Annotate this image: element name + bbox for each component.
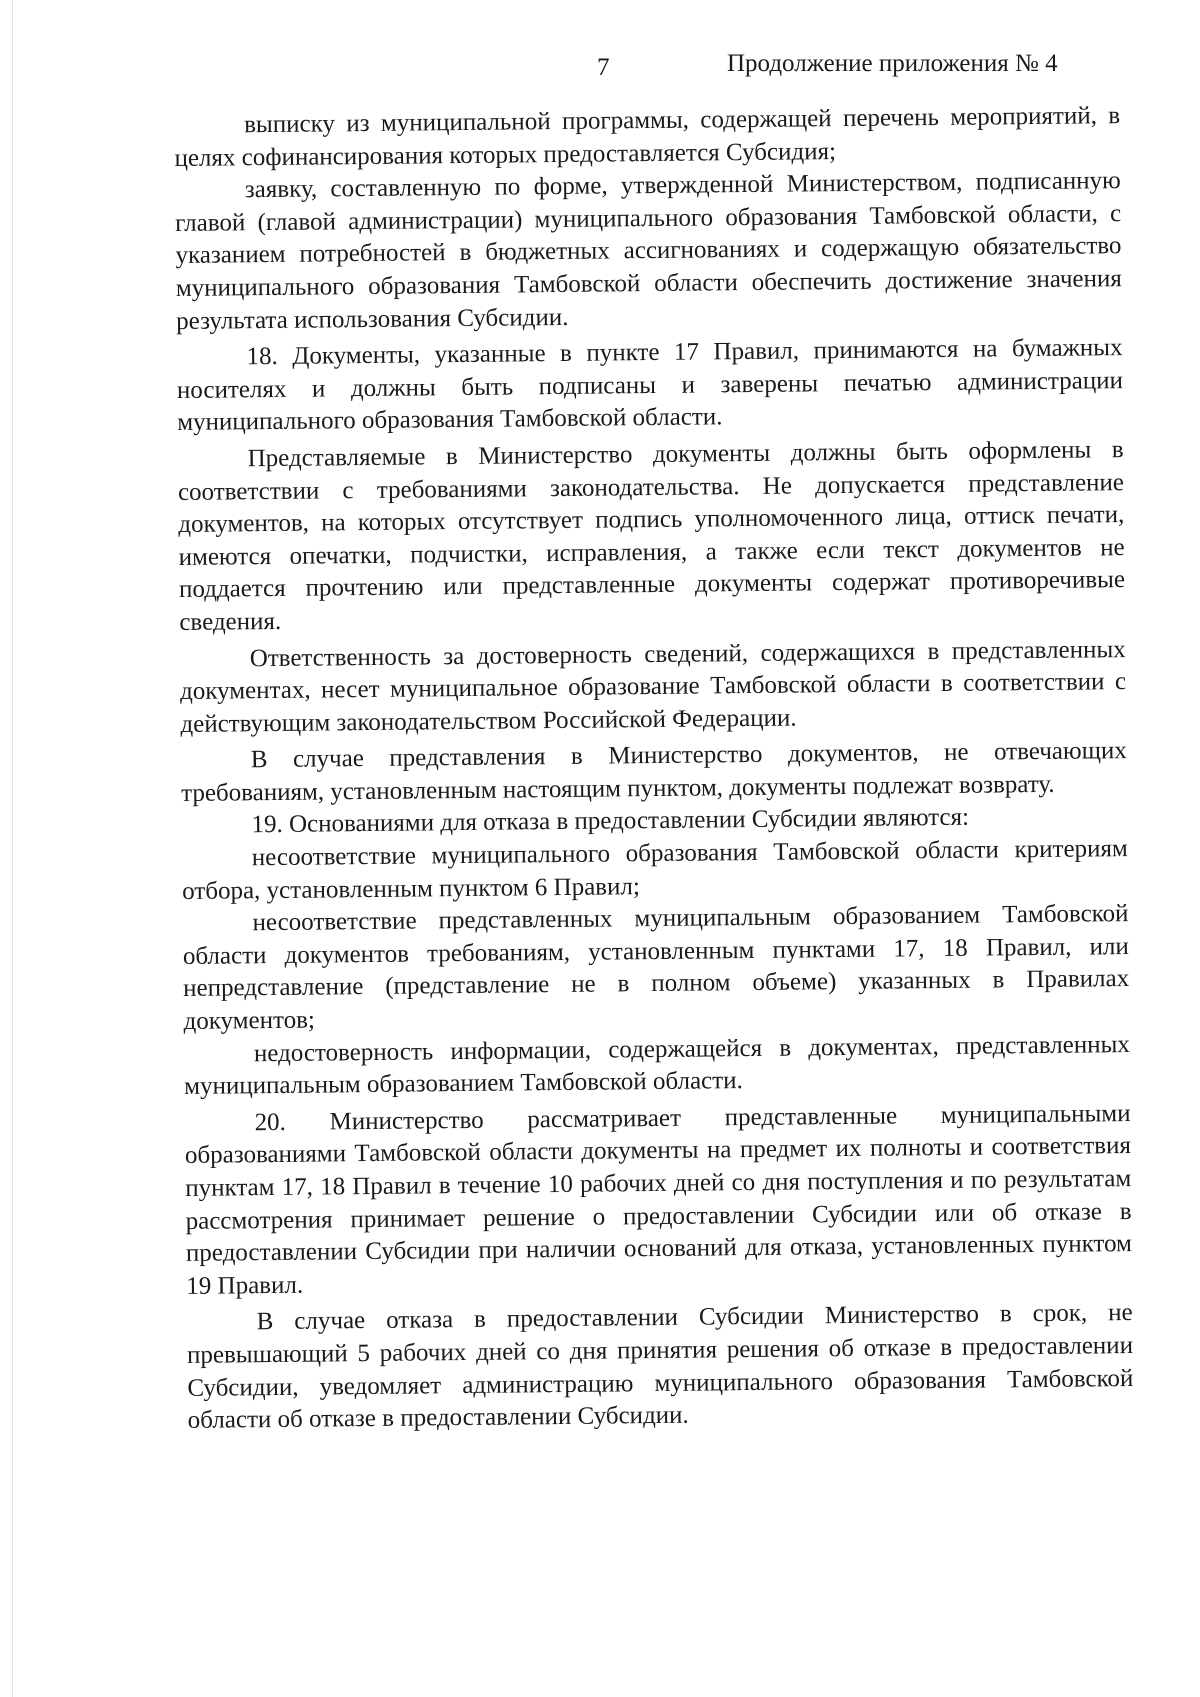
paragraph-item-20: 20. Министерство рассматривает представленные муниципальными образованиями Тамбовской области документы на предмет их полноты и соответствия пунктам 17, 18 Правил в течение 10 рабочих дней со дня поступления и по результатам рассмотрения принимает решение о предоставлении Субсидии или об отказе в предоставлении Субсидии при наличии оснований для отказа, установленных пунктом 19 Правил. [184, 1099, 1133, 1300]
appendix-continuation-label: Продолжение приложения № 4 [727, 50, 1058, 77]
paragraph-refusal-documents: несоответствие представленных муниципальным образованием Тамбовской области документов требованиям, установленным пунктами 17, 18 Правил, или непредставление (представление не в полном объеме) указанных в Правилах документов; [182, 900, 1130, 1035]
page-number: 7 [597, 54, 610, 81]
paragraph-item-18: 18. Документы, указанные в пункте 17 Правил, принимаются на бумажных носителях и должны быть подписаны и заверены печатью администрации муниципального образования Тамбовской области. [176, 334, 1124, 437]
scan-edge-line [12, 0, 13, 1697]
paragraph-return-documents: В случае представления в Министерство документов, не отвечающих требованиям, установленным настоящим пунктом, документы подлежат возврату. [181, 737, 1127, 807]
page-header [0, 46, 1200, 86]
paragraph-refusal-criteria: несоответствие муниципального образования Тамбовской области критериям отбора, установленным пунктом 6 Правил; [182, 835, 1128, 905]
document-body [174, 100, 1134, 1438]
paragraph-application: заявку, составленную по форме, утвержденной Министерством, подписанную главой (главой администрации) муниципального образования Тамбовской области, с указанием потребностей в бюджетных ассигнованиях и содержащую обязательство муниципального образования Тамбовской области обеспечить достижение значения результата использования Субсидии. [175, 167, 1122, 335]
paragraph-responsibility: Ответственность за достоверность сведений, содержащихся в представленных документах, несет муниципальное образование Тамбовской области в соответствии с действующим законодательством Российской Федерации. [179, 635, 1127, 738]
paragraph-item-19: 19. Основаниями для отказа в предоставлении Субсидии являются: [251, 804, 970, 839]
paragraph-refusal-unreliable-info: недостоверность информации, содержащейся в документах, представленных муниципальным образованием Тамбовской области. [184, 1030, 1130, 1101]
paragraph-program-extract: выписку из муниципальной программы, содержащей перечень мероприятий, в целях софинансирования которых предоставляется Субсидия; [174, 102, 1121, 172]
paragraph-refusal-notice: В случае отказа в предоставлении Субсидии Министерство в срок, не превышающий 5 рабочих дней со дня принятия решения об отказе в предоставлении Субсидии, уведомляет администрацию муниципального образования Тамбовской области об отказе в предоставлении Субсидии. [186, 1299, 1134, 1435]
paragraph-document-requirements: Представляемые в Министерство документы должны быть оформлены в соответствии с требованиями законодательства. Не допускается представление документов, на которых отсутствует подпись уполномоченного лица, оттиск печати, имеются опечатки, подчистки, исправления, а также если текст документов не поддается прочтению или представленные документы содержат противоречивые сведения. [177, 436, 1126, 636]
